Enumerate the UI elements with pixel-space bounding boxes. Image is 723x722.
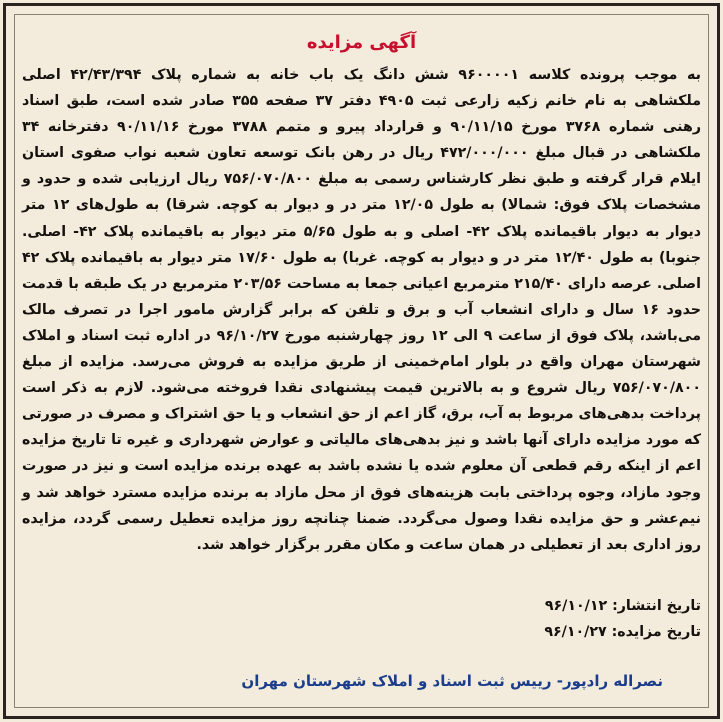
notice-dates [544,593,701,645]
notice-body-paragraph: به موجب پرونده کلاسه ۹۶۰۰۰۰۱ شش دانگ یک باب خانه به شماره پلاک ۴۲/۴۳/۳۹۴ اصلی ملکشاهی به نام خانم زکیه زارعی ثبت ۴۹۰۵ دفتر ۳۷ صفحه ۳۵۵ صادر شده است، طبق اسناد رهنی شماره ۳۷۶۸ مورخ ۹۰/۱۱/۱۵ و قرارداد پیرو و متمم ۳۷۸۸ مورخ ۹۰/۱۱/۱۶ دفترخانه ۳۴ ملکشاهی در قبال مبلغ ۴۷۲/۰۰۰/۰۰۰ ریال در رهن بانک توسعه تعاون شعبه نواب صفوی استان ایلام قرار گرفته و طبق نظر کارشناس رسمی به مبلغ ۷۵۶/۰۷۰/۸۰۰ ریال ارزیابی شده و حدود و مشخصات پلاک فوق: شمالا) به طول ۱۲/۰۵ متر در و دیوار به کوچه. شرقا) به طول‌های ۱۲ متر دیوار به دیوار باقیمانده پلاک ۴۲- اصلی و به طول ۵/۶۵ متر دیوار به باقیمانده پلاک ۴۲- اصلی. جنوبا) به طول ۱۲/۴۰ متر در و دیوار به کوچه. غربا) به طول ۱۷/۶۰ متر دیوار به باقیمانده پلاک ۴۲ اصلی. عرصه دارای ۲۱۵/۴۰ مترمربع اعیانی جمعا به مساحت ۲۰۳/۵۶ مترمربع در یک طبقه با قدمت حدود ۱۶ سال و دارای انشعاب آب و برق و تلفن که برابر گزارش مامور اجرا در تصرف مالک می‌باشد، پلاک فوق از ساعت ۹ الی ۱۲ روز چهارشنبه مورخ ۹۶/۱۰/۲۷ در اداره ثبت اسناد و املاک شهرستان مهران واقع در بلوار امام‌خمینی از طریق مزایده به فروش می‌رسد. مزایده از مبلغ ۷۵۶/۰۷۰/۸۰۰ ریال شروع و به بالاترین قیمت پیشنهادی نقدا فروخته می‌شود. لازم به ذکر است پرداخت بدهی‌های مربوط به آب، برق، گاز اعم از حق انشعاب و یا حق اشتراک و مصرف در صورتی که مورد مزایده دارای آنها باشد و نیز بدهی‌های مالیاتی و عوارض شهرداری و غیره تا تاریخ مزایده اعم از اینکه رقم قطعی آن معلوم شده یا نشده باشد به عهده برنده مزایده است و نیز در صورت وجود مازاد، وجوه پرداختی بابت هزینه‌های فوق از محل مازاد به برنده مزایده مسترد خواهد شد و نیم‌عشر و حق مزایده نقدا وصول می‌گردد. ضمنا چنانچه روز مزایده تعطیل رسمی گردد، مزایده روز اداری بعد از تعطیلی در همان ساعت و مکان مقرر برگزار خواهد شد. [22,67,702,553]
notice-title: آگهی مزایده [306,32,417,53]
auction-date: تاریخ مزایده: ۹۶/۱۰/۲۷ [544,624,701,640]
publish-date: تاریخ انتشار: ۹۶/۱۰/۱۲ [544,598,701,614]
notice-body [22,62,701,558]
signature: نصراله رادپور- رییس ثبت اسناد و املاک شهرستان مهران [241,672,663,690]
